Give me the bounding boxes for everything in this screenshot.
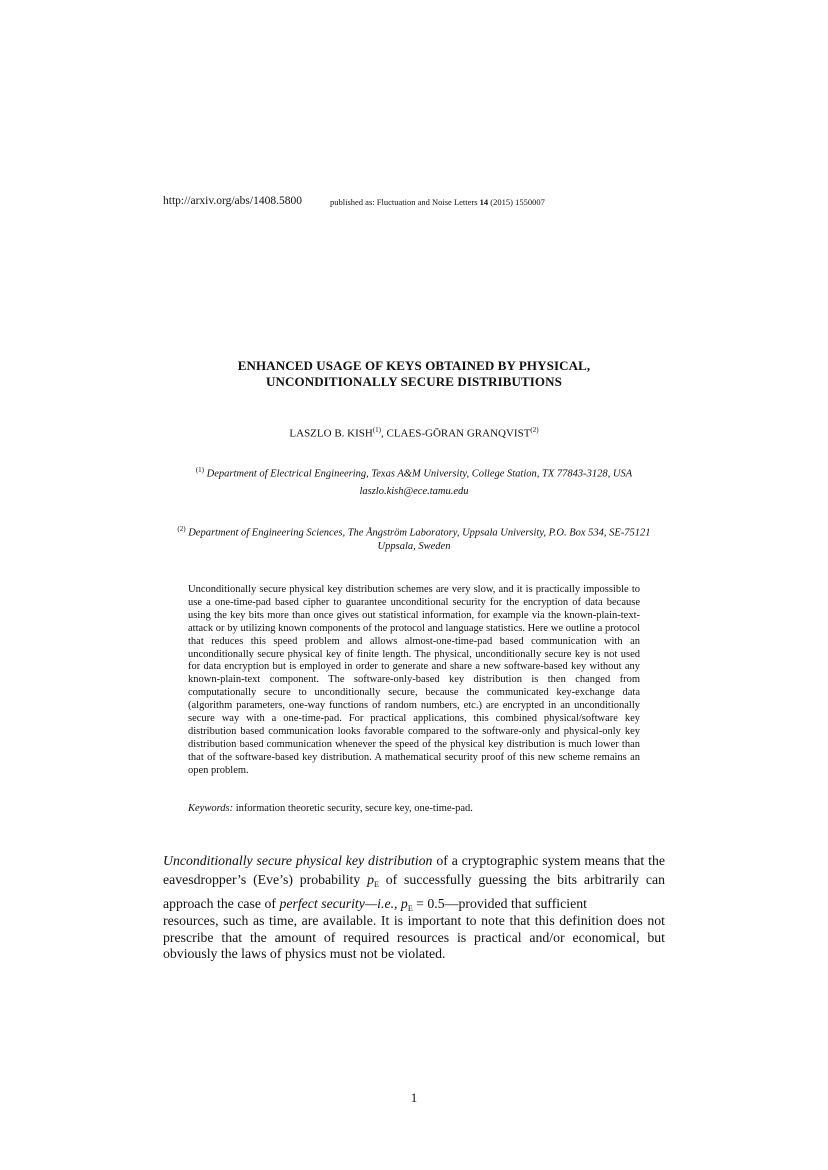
perfect-security-term: perfect security <box>279 896 365 911</box>
body-paragraph-2: resources, such as time, are available. It is important to note that this definition does not prescribe that the amount of required resources is practical and/or economical, but obviously the laws of physics must not be violated. <box>163 913 665 961</box>
affiliation-2-text: Department of Engineering Sciences, The Ångström Laboratory, Uppsala University, P.O. Box 534, SE-75121 Uppsala, Sweden <box>188 527 651 552</box>
body-text-1: of a cryptographic system means that the eavesdropper’s (Eve’s) probability <box>163 853 665 887</box>
affiliation-1-text: Department of Electrical Engineering, Texas A&M University, College Station, TX 77843-3128, USA <box>206 468 633 480</box>
arxiv-url: http://arxiv.org/abs/1408.5800 <box>163 195 302 207</box>
affiliation-1 <box>170 464 658 481</box>
title-line-2: UNCONDITIONALLY SECURE DISTRIBUTIONS <box>266 374 562 389</box>
title-line-1: ENHANCED USAGE OF KEYS OBTAINED BY PHYSICAL, <box>237 358 591 373</box>
author-separator: , <box>381 427 387 440</box>
abstract: Unconditionally secure physical key distribution schemes are very slow, and it is practically impossible to use a one-time-pad based cipher to guarantee unconditional security for the encryption of data because using the key bits more than once gives out statistical information, for example via the known-plain-text-attack or by utilizing known components of the protocol and language statistics. Here we outline a protocol that reduces this speed problem and allows almost-one-time-pad based communication with an unconditionally secure physical key of finite length. The physical, unconditionally secure key is not used for data encryption but is employed in order to generate and share a new software-based key without any known-plain-text component. The software-only-based key distribution is then changed from computationally secure to unconditionally secure, because the communicated key-exchange data (algorithm parameters, one-way functions of random numbers, etc.) are encrypted in an unconditionally secure way with a one-time-pad. For practical applications, this combined physical/software key distribution based communication looks favorable compared to the software-only and physical-only key distribution based communication whenever the speed of the physical key distribution is much lower than that of the software-based key distribution. A mathematical security proof of this new scheme remains an open problem. <box>188 584 640 776</box>
paper-title <box>163 358 665 390</box>
probability-subscript: E <box>374 880 379 889</box>
probability-subscript-2: E <box>407 904 413 913</box>
author-2-mark: (2) <box>530 426 539 434</box>
author-1-mark: (1) <box>372 426 381 434</box>
publication-volume: 14 <box>479 197 489 207</box>
ie-abbrev: —i.e., <box>364 896 398 911</box>
body-text-2: of successfully guessing the bits arbitrarily can approach the case of <box>163 872 665 911</box>
affiliation-2-mark: (2) <box>177 525 186 533</box>
author-1: LASZLO B. KISH <box>289 427 373 440</box>
affiliation-1-mark: (1) <box>195 466 205 474</box>
body-text-3: —provided that sufficient <box>444 896 587 911</box>
probability-symbol: p <box>367 872 375 887</box>
equation-value: = 0.5 <box>412 896 445 911</box>
author-email[interactable]: laszlo.kish@ece.tamu.edu <box>359 486 469 497</box>
page-number: 1 <box>410 1090 418 1105</box>
publication-prefix: published as: Fluctuation and Noise Letters <box>330 197 478 207</box>
publication-suffix: (2015) 1550007 <box>490 197 545 207</box>
keywords-label: Keywords: <box>188 803 234 814</box>
author-2: CLAES-GÖRAN GRANQVIST <box>386 427 531 440</box>
author-list <box>163 426 665 440</box>
body-paragraph-1 <box>163 851 665 918</box>
keywords-text: information theoretic security, secure key, one-time-pad. <box>233 803 473 814</box>
probability-symbol-2: p <box>400 896 408 911</box>
affiliation-2 <box>170 523 658 553</box>
defined-term: Unconditionally secure physical key distribution <box>163 853 433 868</box>
keywords <box>188 803 640 814</box>
publication-note <box>330 197 545 207</box>
